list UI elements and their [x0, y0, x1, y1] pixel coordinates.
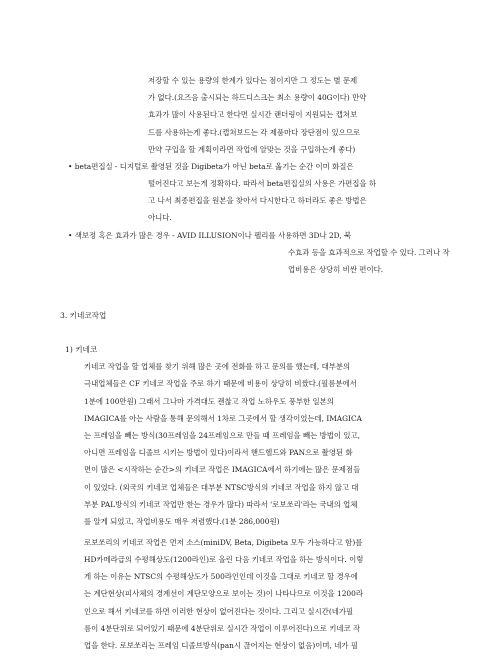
- subsection-heading: 1) 키네코: [65, 345, 98, 355]
- section-heading: 3. 키네코작업: [60, 310, 107, 320]
- text-line: 만약 구입을 할 계획이라면 작업에 알맞는 것을 구입하는게 좋다): [148, 144, 356, 154]
- text-line: 떨어진다고 보는게 정확하다. 따라서 beta편집실의 사용은 가편집을 하: [148, 179, 377, 189]
- paragraph-line: 1분에 100만원) 그래서 그나마 가격대도 괜찮고 작업 노하우도 풍부한 일본의: [84, 396, 334, 406]
- paragraph-line: 로보쏘리의 키네코 작업은 먼저 소스(miniDV, Beta, Digibeta 모두 가능하다고 함)를: [84, 537, 363, 547]
- text-line: 가 없다.(요즈음 출시되는 하드디스크는 최소 용량이 40G이다) 만약: [148, 93, 367, 103]
- text-line: 아니다.: [148, 213, 172, 223]
- paragraph-line: 면이 많은 <시작하는 순간>의 키네코 작업은 IMAGICA에서 하기에는 많은 문제점들: [84, 465, 361, 475]
- text-line: 저장할 수 있는 용량의 한계가 있다는 점이지만 그 정도는 별 문제: [148, 76, 358, 85]
- paragraph-line: 게 하는 이유는 NTSC의 수평해상도가 500라인인데 이것을 그대로 키네코 할 경우에: [84, 572, 358, 582]
- bullet-item: • beta편집실 - 디지털로 촬영된 것을 Digibeta가 아닌 beta로 옮기는 순간 이미 화질은: [68, 161, 354, 171]
- text-line: 업비용은 상당히 비싼 편이다.: [288, 264, 384, 274]
- paragraph-line: 키네코 작업을 할 업체를 찾기 위해 많은 곳에 전화를 하고 문의를 했는데, 대부분의: [84, 362, 351, 372]
- paragraph-line: 는 프레임을 빼는 방식(30프레임을 24프레임으로 만들 때 프레임을 빼는 방법이 있고,: [84, 431, 360, 441]
- paragraph-line: 이 있었다. (외국의 키네코 업체들은 대부분 NTSC방식의 키네코 작업을 하지 않고 대: [84, 482, 359, 492]
- paragraph-line: 부분 PAL방식의 키네코 작업만 한는 경우가 많다) 따라서 '로보쏘리'라는 국내의 업체: [84, 499, 358, 509]
- paragraph-line: HD카메라급의 수평해상도(1200라인)로 올린 다음 키네코 작업을 하는 방식이다. 이렇: [84, 555, 364, 565]
- paragraph-line: 름이 4분단위로 되어있기 때문에 4분단위로 실시간 작업이 이루어진다)으로 키네코 작: [84, 623, 361, 633]
- text-line: 수효과 등을 효과적으로 작업할 수 있다. 그러나 작: [288, 247, 450, 257]
- text-line: 효과가 많이 사용된다고 한다면 실시간 랜더링이 지원되는 캡쳐보: [148, 110, 358, 120]
- text-line: 고 나서 최종편집을 원본을 찾아서 다시한다고 하더라도 좋은 방법은: [148, 196, 367, 206]
- bullet-item: • 색보정 혹은 효과가 많은 경우 - AVID ILLUSION이나 펠리를 사용하면 3D나 2D, 북: [68, 230, 352, 240]
- paragraph-line: 를 알게 되었고, 작업비용도 매우 저렴했다.(1분 286,000원): [84, 516, 280, 526]
- paragraph-line: 아니면 프레임을 디졸브 시키는 방법이 있다)이라서 핸드헬드와 PAN으로 촬영된 화: [84, 448, 353, 458]
- paragraph-line: IMAGICA를 아는 사람을 통해 문의해서 1차로 그곳에서 할 생각이었는데, IMAGICA: [84, 413, 362, 423]
- text-line: 드를 사용하는게 좋다.(캡쳐보드는 각 제품마다 장단점이 있으므로: [148, 127, 361, 137]
- paragraph-line: 극내업체들은 CF 키네코 작업을 주로 하기 때문에 비용이 상당히 비쌌다.(필름분에서: [84, 379, 357, 389]
- paragraph-line: 인으로 해서 키네코를 하면 이러한 현상이 없어진다는 것이다. 그리고 실시간(네가필: [84, 606, 354, 616]
- paragraph-line: 는 계단현상(피사체의 경계선이 계단모양으로 보이는 것)이 나타나므로 이것을 1200라: [84, 589, 363, 599]
- paragraph-line: 업을 한다. 로보쏘리는 프레임 디졸브방식(pan시 끊어지는 현상이 없음)이며, 네가 필: [84, 641, 358, 650]
